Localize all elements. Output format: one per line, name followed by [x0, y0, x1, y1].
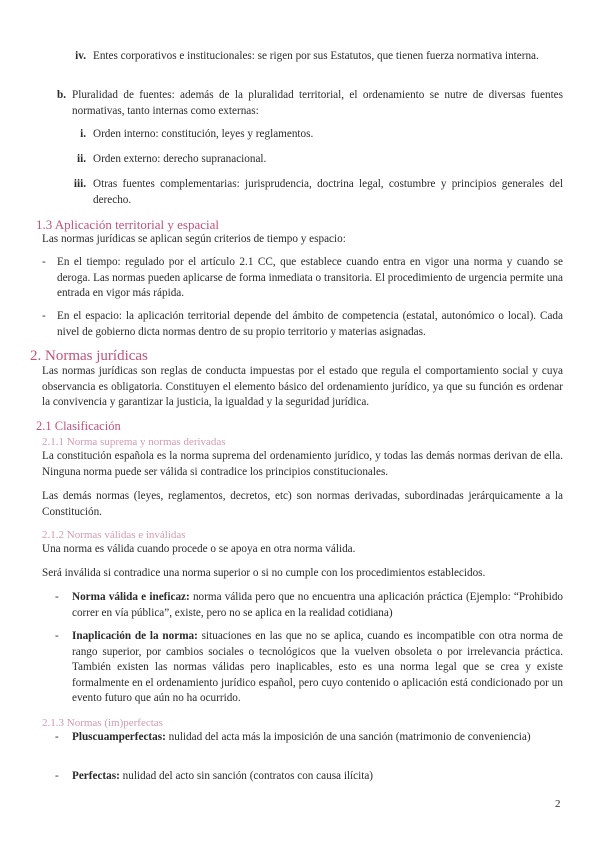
section-2-1-2-p1: Una norma es válida cuando procede o se apoya en otra norma válida. — [42, 543, 356, 555]
bullet-dash: - — [42, 256, 46, 268]
bullet-dash: - — [55, 591, 59, 603]
section-2-1-2-p2: Será inválida si contradice una norma superior o si no cumple con los procedimientos establecidos. — [42, 567, 486, 579]
section-1-3-bullet-space: En el espacio: la aplicación territorial depende del ámbito de competencia (estatal, autonómico o local). Cada nivel de gobierno dicta normas dentro de su propio territorio y materias asignadas. — [57, 310, 563, 338]
bullet-term: Perfectas: — [72, 770, 120, 782]
section-2-1-1-p2: Las demás normas (leyes, reglamentos, decretos, etc) son normas derivadas, subordinadas jerárquicamente a la Constitución. — [42, 490, 563, 518]
section-heading-2: 2. Normas jurídicas — [30, 348, 148, 364]
bullet-text: nulidad del acta más la imposición de una sanción (matrimonio de conveniencia) — [165, 731, 531, 743]
section-heading-2-1: 2.1 Clasificación — [36, 419, 121, 433]
bullet-term: Inaplicación de la norma: — [72, 630, 198, 642]
section-1-3-intro: Las normas jurídicas se aplican según criterios de tiempo y espacio: — [42, 233, 346, 245]
list-marker-b: b. — [56, 89, 66, 101]
list-item-i: Orden interno: constitución, leyes y reglamentos. — [93, 128, 314, 140]
section-heading-1-3: 1.3 Aplicación territorial y espacial — [36, 217, 220, 232]
list-item-b: Pluralidad de fuentes: además de la pluralidad territorial, el ordenamiento se nutre de diversas fuentes normativas, tanto internas como externas: — [72, 89, 563, 117]
bullet-inapplication — [72, 629, 563, 707]
section-heading-2-1-2: 2.1.2 Normas válidas e inválidas — [42, 529, 186, 541]
bullet-dash: - — [42, 310, 46, 322]
bullet-text: norma válida pero que no encuentra una aplicación práctica (Ejemplo: “Prohibido correr en vía pública”, existe, pero no se aplica en la realidad cotidiana) — [72, 591, 564, 619]
section-heading-2-1-1: 2.1.1 Norma suprema y normas derivadas — [42, 436, 226, 448]
section-2-paragraph: Las normas jurídicas son reglas de conducta impuestas por el estado que regula el comportamiento social y cuya observancia es obligatoria. Constituyen el elemento básico del ordenamiento jurídico, ya que su función es ordenar la convivencia y garantizar la justicia, la igualdad y la seguridad jurídica. — [42, 365, 563, 408]
bullet-dash: - — [55, 770, 59, 782]
list-marker-iv: iv. — [75, 50, 86, 62]
bullet-perfectas — [72, 769, 563, 785]
bullet-dash: - — [55, 630, 59, 642]
page-number: 2 — [555, 798, 561, 810]
list-marker-iii: iii. — [73, 178, 86, 190]
section-2-1-1-p1: La constitución española es la norma suprema del ordenamiento jurídico, y todas las demás normas derivan de ella. Ninguna norma puede ser válida si contradice los principios constitucionales. — [42, 450, 563, 478]
bullet-pluscuamperfectas — [72, 730, 563, 746]
list-item-iii: Otras fuentes complementarias: jurisprudencia, doctrina legal, costumbre y principios generales del derecho. — [93, 178, 563, 206]
bullet-valid-ineffective — [72, 590, 563, 621]
bullet-dash: - — [55, 731, 59, 743]
list-marker-i: i. — [80, 128, 86, 140]
list-item-iv: Entes corporativos e institucionales: se rigen por sus Estatutos, que tienen fuerza normativa interna. — [93, 50, 539, 62]
list-item-ii: Orden externo: derecho supranacional. — [93, 153, 267, 165]
bullet-term: Pluscuamperfectas: — [72, 731, 166, 743]
section-heading-2-1-3: 2.1.3 Normas (im)perfectas — [42, 717, 163, 729]
list-marker-ii: ii. — [76, 153, 86, 165]
section-1-3-bullet-time: En el tiempo: regulado por el artículo 2.1 CC, que establece cuando entra en vigor una norma y cuando se deroga. Las normas pueden aplicarse de forma inmediata o transitoria. El procedimiento de urgencia permite una entrada en vigor más rápida. — [57, 256, 563, 299]
bullet-text: situaciones en las que no se aplica, cuando es incompatible con otra norma de rango superior, por cambios sociales o tecnológicos que la vuelven obsoleta o por irrelevancia práctica. También existen las normas válidas pero inaplicables, esto es una norma legal que se crea y existe formalmente en el ordenamiento jurídico español, pero cuyo contenido o aplicación está condicionado por un evento futuro que aún no ha ocurrido. — [72, 630, 563, 704]
bullet-term: Norma válida e ineficaz: — [72, 591, 190, 603]
bullet-text: nulidad del acto sin sanción (contratos con causa ilícita) — [119, 770, 374, 782]
